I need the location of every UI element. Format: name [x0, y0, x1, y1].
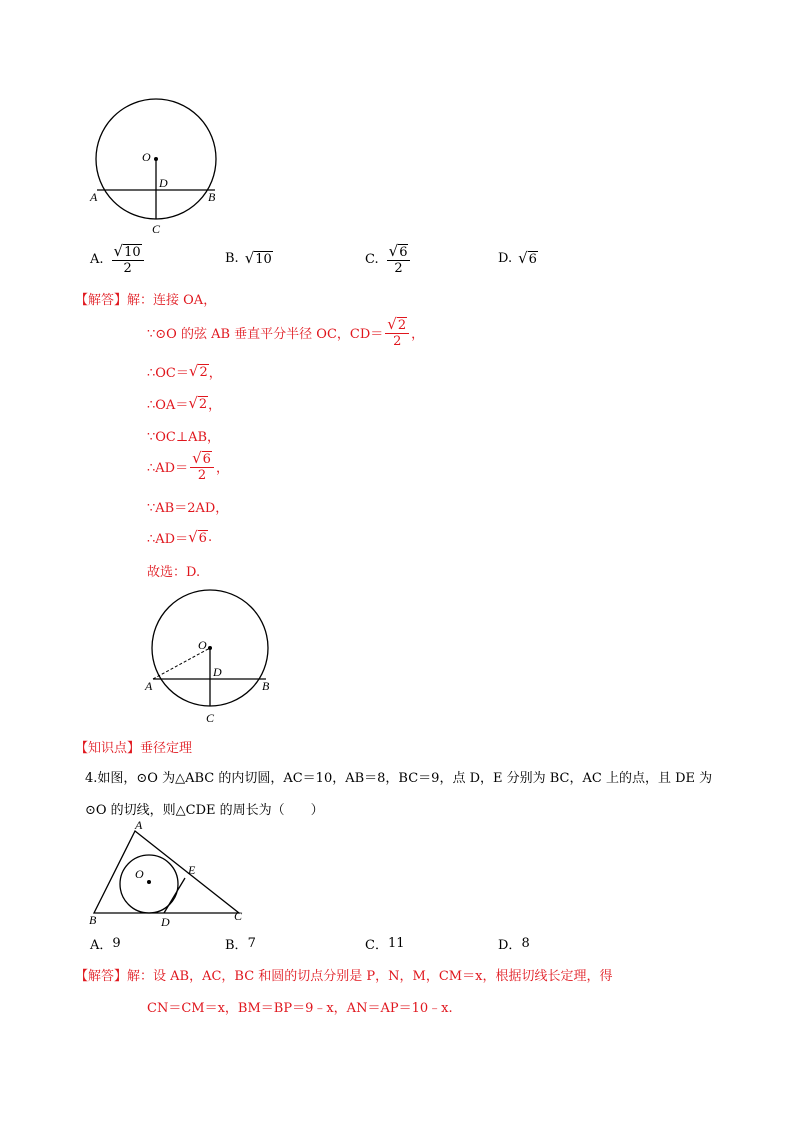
- question-4-line-2: ⊙O 的切线，则△CDE 的周长为（ ）: [85, 803, 324, 818]
- option-label: B.: [225, 251, 239, 266]
- solution-line-2: ∵⊙O 的弦 AB 垂直平分半径 OC，CD＝ √ 2 2 ，: [147, 315, 425, 349]
- label-E: E: [188, 863, 196, 877]
- q4-option-d[interactable]: D． 8: [498, 936, 530, 953]
- sqrt-arg: 10: [124, 245, 141, 260]
- q4-option-a[interactable]: A． 9: [90, 936, 121, 953]
- solution4-line-2: CN＝CM＝x，BM＝BP＝9﹣x，AN＝AP＝10﹣x.: [147, 1001, 453, 1016]
- label-D: D: [159, 176, 168, 190]
- label-D: D: [213, 665, 222, 679]
- solution-line-9: 故选：D.: [147, 565, 201, 580]
- q4-option-c[interactable]: C． 11: [365, 936, 405, 953]
- label-O: O: [142, 150, 151, 164]
- q4-option-b[interactable]: B． 7: [225, 936, 256, 953]
- solution-line-8: ∴AD＝ √ 6 .: [147, 528, 213, 547]
- option-label: D.: [498, 251, 513, 266]
- solution-tag: 【解答】: [75, 293, 128, 308]
- question-4-line-1: 4.如图，⊙O 为△ABC 的内切圆，AC＝10，AB＝8，BC＝9，点 D，E 分别为 BC，AC 上的点，且 DE 为: [85, 771, 713, 786]
- sqrt-arg: 6: [528, 252, 537, 267]
- denominator: 2: [394, 261, 403, 276]
- label-A: A: [90, 190, 98, 204]
- option-a[interactable]: [90, 244, 146, 275]
- label-A: A: [145, 679, 153, 693]
- fraction: √ 2 2: [385, 317, 409, 348]
- solution-line-5: ∵OC⊥AB，: [147, 430, 221, 445]
- sqrt-arg: 10: [255, 252, 272, 267]
- figure-circle-chord: [80, 95, 230, 240]
- label-O: O: [135, 867, 144, 881]
- figure-triangle-incircle: [80, 818, 255, 930]
- solution-line-7: ∵AB＝2AD，: [147, 501, 229, 516]
- solution-line-1: 【解答】 解：连接 OA，: [75, 289, 216, 308]
- solution4-line-1: 【解答】 解：设 AB，AC，BC 和圆的切点分别是 P，N，M，CM＝x，根据切线长定理，得: [75, 969, 613, 984]
- label-C: C: [206, 711, 215, 725]
- sqrt-arg: 6: [399, 245, 408, 260]
- fraction: √ 6 2: [190, 451, 214, 482]
- solution-line-6: ∴AD＝ √ 6 2 ，: [147, 449, 229, 483]
- label-B: B: [208, 190, 216, 204]
- label-A: A: [135, 818, 143, 832]
- option-b[interactable]: [225, 251, 273, 266]
- label-C: C: [152, 222, 161, 236]
- sqrt: √ 6: [518, 249, 537, 267]
- label-B: B: [89, 913, 97, 927]
- fraction: √ 6 2: [387, 244, 411, 275]
- option-label: C.: [365, 252, 379, 267]
- option-d[interactable]: [498, 251, 538, 266]
- sqrt: √ 10: [244, 249, 272, 267]
- label-O: O: [198, 638, 207, 652]
- knowledge-point: 【知识点】垂径定理: [75, 741, 193, 756]
- figure-circle-chord-solution: [140, 585, 290, 730]
- option-c[interactable]: [365, 244, 412, 275]
- label-B: B: [262, 679, 270, 693]
- solution-line-4: ∴OA＝ √ 2 ，: [147, 394, 222, 413]
- option-label: A.: [90, 252, 104, 267]
- label-C: C: [234, 909, 243, 923]
- fraction: √ 10 2: [112, 244, 144, 275]
- solution-line-3: ∴OC＝ √ 2 ，: [147, 362, 222, 381]
- denominator: 2: [123, 261, 132, 276]
- label-D: D: [161, 915, 170, 929]
